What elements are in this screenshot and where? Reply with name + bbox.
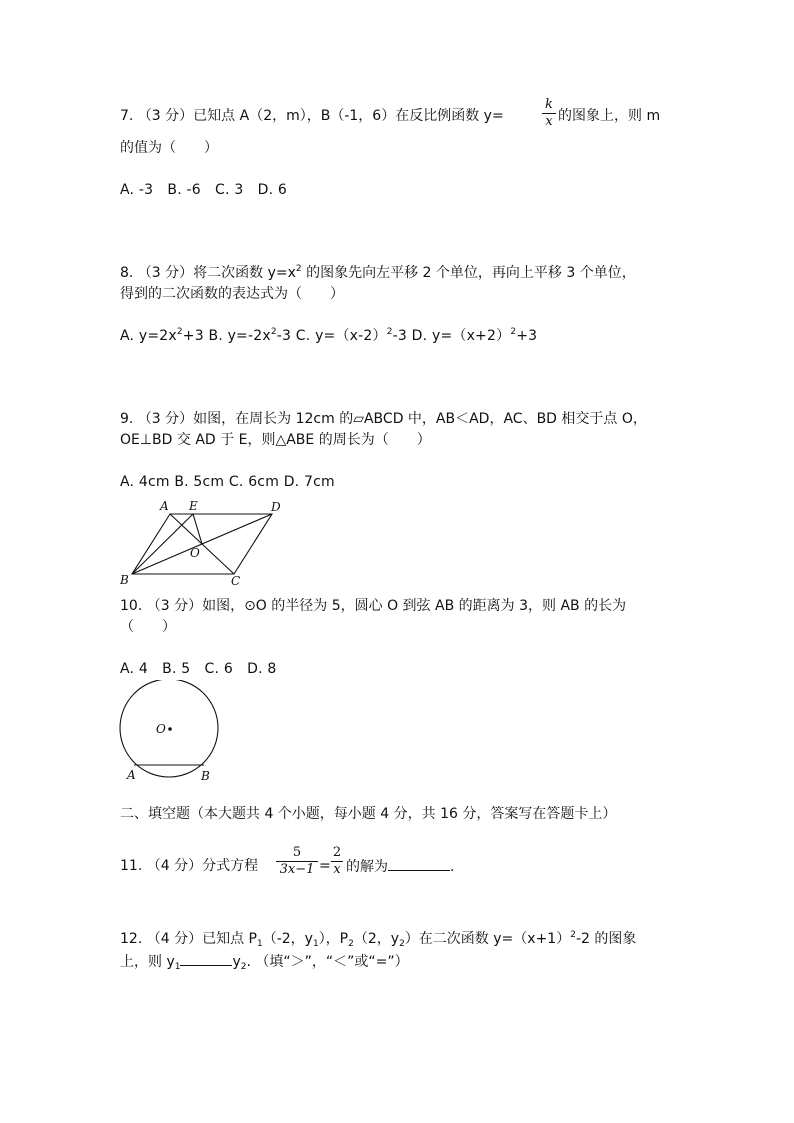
label-b: B bbox=[201, 769, 210, 783]
q7-frac-denominator: x bbox=[545, 114, 553, 129]
q12-sub3: 2 bbox=[348, 939, 354, 949]
label-e: E bbox=[189, 499, 198, 513]
q11-text-post bbox=[346, 856, 454, 877]
label-a: A bbox=[127, 768, 136, 782]
label-a: A bbox=[160, 499, 169, 513]
q11-frac2-denominator: x bbox=[333, 862, 341, 877]
q10-circle-figure bbox=[114, 680, 226, 786]
q11-fraction-1 bbox=[276, 846, 318, 877]
label-o: O bbox=[156, 722, 166, 736]
q8-opt-d-sup: 2 bbox=[510, 327, 517, 337]
q12-line2-pre: 上，则 y bbox=[120, 954, 175, 970]
q7-text-pre: 7. （3 分）已知点 A（2，m），B（-1，6）在反比例函数 y= bbox=[120, 108, 504, 124]
q8-sup: 2 bbox=[295, 264, 302, 274]
q12-sub1: 1 bbox=[256, 939, 263, 949]
q8-line1 bbox=[120, 263, 636, 283]
q8-text-post: 的图象先向左平移 2 个单位，再向上平移 3 个单位， bbox=[301, 265, 636, 281]
q12-mid3: （2，y bbox=[353, 931, 400, 947]
label-b: B bbox=[120, 573, 129, 587]
q12-line1 bbox=[120, 929, 636, 949]
q12-line2-y: y bbox=[232, 954, 241, 970]
q12-post: -2 的图象 bbox=[575, 931, 637, 947]
q10-line1: 10. （3 分）如图，⊙O 的半径为 5，圆心 O 到弦 AB 的距离为 3，则 AB 的长为 bbox=[120, 598, 627, 614]
q11-frac2-numerator: 2 bbox=[332, 845, 342, 860]
q12-sup: 2 bbox=[570, 930, 576, 940]
q7-line1 bbox=[120, 106, 504, 126]
q8-opt-d-post: +3 bbox=[516, 328, 538, 344]
q10-line2: （ ） bbox=[120, 619, 176, 635]
q7-line1-post bbox=[558, 106, 660, 126]
label-d: D bbox=[271, 500, 281, 514]
q12-line2-sub1: 1 bbox=[174, 962, 181, 972]
q8-text-pre: 8. （3 分）将二次函数 y=x bbox=[120, 265, 296, 281]
q7-text-post: 的图象上，则 m bbox=[558, 108, 661, 124]
q9-options: A. 4cm B. 5cm C. 6cm D. 7cm bbox=[120, 474, 335, 490]
q12-pre: 12. （4 分）已知点 P bbox=[120, 931, 257, 947]
q11-answer-blank[interactable] bbox=[388, 856, 450, 871]
q8-opt-c-sup: 2 bbox=[386, 327, 393, 337]
q8-opt-a: A. y=2x bbox=[120, 328, 177, 344]
q12-mid1: （-2，y bbox=[262, 931, 313, 947]
q12-line2-post: . （填“＞”，“＜”或“=”） bbox=[246, 954, 409, 970]
segment-be bbox=[132, 514, 193, 574]
q11-equals: = bbox=[319, 858, 331, 874]
q7-options: A. -3 B. -6 C. 3 D. 6 bbox=[120, 182, 288, 198]
q8-options bbox=[120, 326, 537, 346]
q8-opt-c: -3 C. y=（x-2） bbox=[276, 328, 387, 344]
q12-mid2: ），P bbox=[318, 931, 349, 947]
q7-frac-numerator: k bbox=[545, 97, 553, 112]
q11-frac1-denominator: 3x−1 bbox=[279, 862, 315, 877]
q8-opt-d: -3 D. y=（x+2） bbox=[392, 328, 511, 344]
q12-sub4: 2 bbox=[399, 939, 405, 949]
q11-frac1-numerator: 5 bbox=[292, 845, 302, 860]
q12-line2 bbox=[120, 951, 409, 972]
q8-opt-b-sup: 2 bbox=[270, 327, 277, 337]
q11-post: 的解为 bbox=[346, 859, 388, 875]
section-2-heading: 二、填空题（本大题共 4 个小题，每小题 4 分，共 16 分，答案写在答题卡上） bbox=[120, 806, 617, 822]
q11-fraction-2 bbox=[331, 846, 343, 877]
q9-line2: OE⊥BD 交 AD 于 E，则△ABE 的周长为（ ） bbox=[120, 432, 431, 448]
q9-line1: 9. （3 分）如图，在周长为 12cm 的▱ABCD 中，AB＜AD，AC、BD 相交于点 O， bbox=[120, 411, 647, 427]
q12-line2-sub2: 2 bbox=[240, 962, 247, 972]
q8-line2: 得到的二次函数的表达式为（ ） bbox=[120, 286, 344, 302]
q12-answer-blank[interactable] bbox=[180, 951, 232, 966]
q8-opt-a-sup: 2 bbox=[176, 327, 183, 337]
q11-text-pre: 11. （4 分）分式方程 bbox=[120, 858, 259, 874]
label-o: O bbox=[190, 546, 200, 560]
q7-line2: 的值为（ ） bbox=[120, 140, 218, 156]
q11-end: . bbox=[450, 859, 455, 875]
q8-opt-b: +3 B. y=-2x bbox=[182, 328, 271, 344]
q10-options: A. 4 B. 5 C. 6 D. 8 bbox=[120, 661, 277, 677]
q12-mid4: ）在二次函数 y=（x+1） bbox=[404, 931, 571, 947]
q12-sub2: 1 bbox=[312, 939, 319, 949]
q9-parallelogram-figure bbox=[116, 496, 296, 588]
label-c: C bbox=[231, 574, 241, 588]
q7-fraction bbox=[542, 98, 556, 129]
center-dot bbox=[168, 727, 172, 731]
